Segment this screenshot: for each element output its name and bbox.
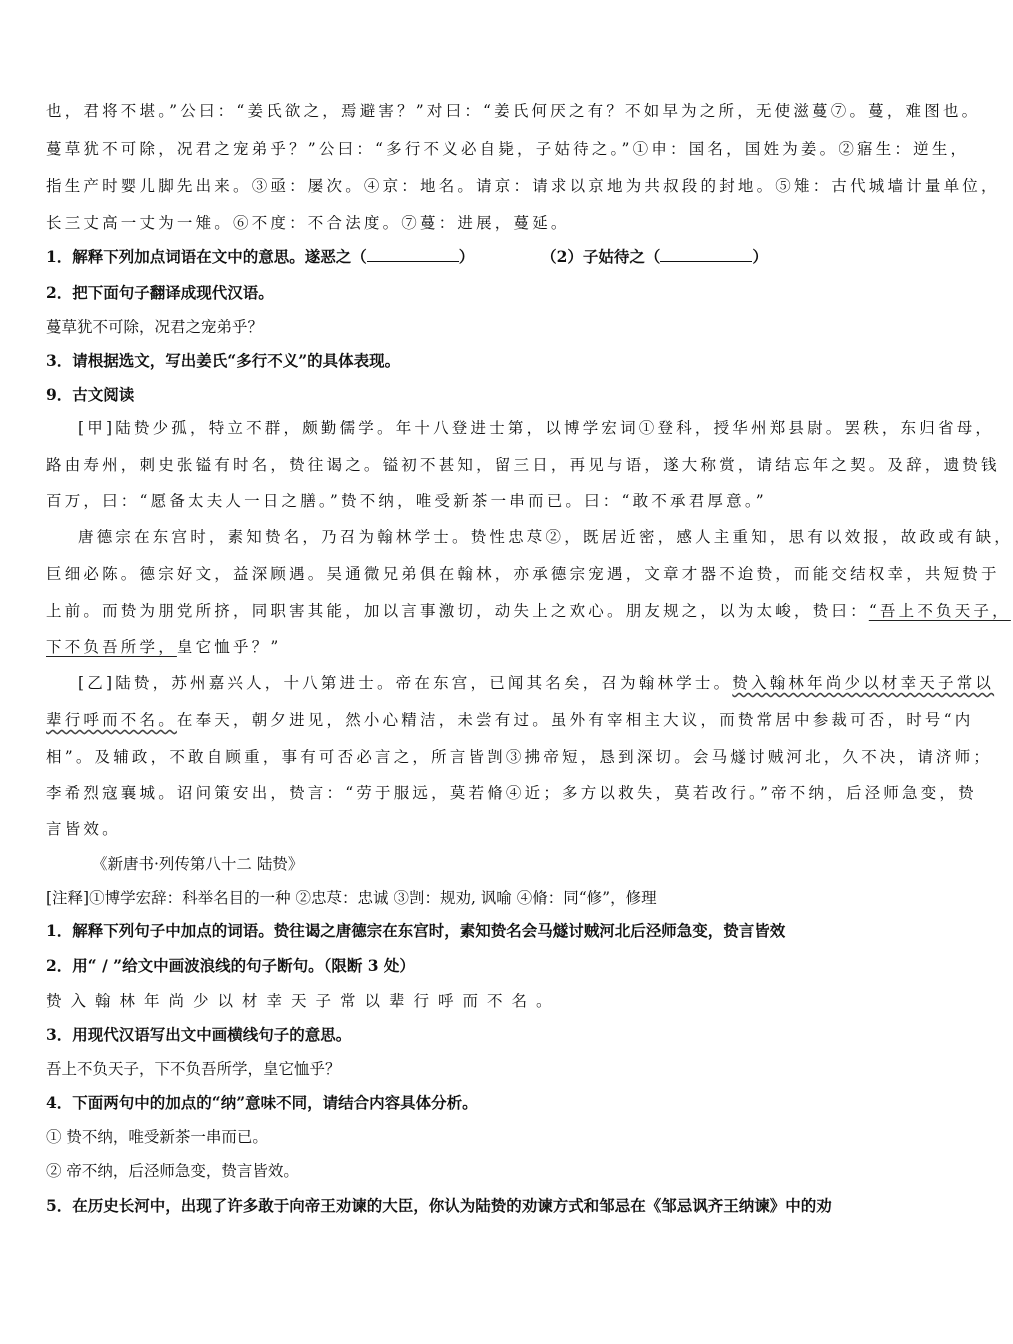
underlined-sentence-part-1: “吾上不负天子， xyxy=(868,602,1011,620)
passage-jia-line-3: 百万，曰：“愿备太夫人一日之膳。”贽不纳，唯受新茶一串而已。曰：“敢不承君厚意。” xyxy=(46,492,767,510)
passage-yi-line-2-rest: 在奉天，朝夕进见，然小心精洁，未尝有过。虽外有宰相主大议，而贽常居中参裁可否，时号“内 xyxy=(176,711,974,729)
sub-question-4-item-1: ① 贽不纳，唯受新茶一串而已。 xyxy=(46,1128,268,1146)
sub-question-4: 4．下面两句中的加点的“纳”意味不同，请结合内容具体分析。 xyxy=(46,1093,478,1112)
question-3: 3．请根据选文，写出姜氏“多行不义”的具体表现。 xyxy=(46,351,401,370)
intro-line-1: 也，君将不堪。”公曰：“姜氏欲之，焉避害？”对曰：“姜氏何厌之有？不如早为之所，无使滋蔓⑦。蔓，难图也。 xyxy=(46,102,981,120)
question-1b-label: （2）子姑待之（ xyxy=(541,247,661,266)
sub-question-4-item-2: ② 帝不纳，后泾师急变，贽言皆效。 xyxy=(46,1162,299,1180)
passage-jia2-line-1: 唐德宗在东宫时，素知贽名，乃召为翰林学士。贽性忠荩②，既居近密，感人主重知，思有以效报，故政或有缺， xyxy=(78,528,1013,546)
passage-jia-line-2: 路由寿州，刺史张镒有时名，贽往谒之。镒初不甚知，留三日，再见与语，遂大称赏，请结忘年之契。及辞，遗贽钱 xyxy=(46,456,1000,474)
sub-question-3-sentence: 吾上不负天子，下不负吾所学，皇它恤乎？ xyxy=(46,1060,341,1078)
passage-yi-start: [乙]陆贽，苏州嘉兴人，十八第进士。帝在东宫，已闻其名矣，召为翰林学士。 xyxy=(78,674,733,692)
question-1 xyxy=(46,246,916,268)
passage-jia-line-1: [甲]陆贽少孤，特立不群，颇勤儒学。年十八登进士第，以博学宏词①登科，授华州郑县尉。罢秩，东归省母， xyxy=(78,419,995,437)
question-1a-label: 1．解释下列加点词语在文中的意思。遂恶之（ xyxy=(46,247,367,266)
annotation-notes: [注释]①博学宏辞：科举名目的一种 ②忠荩：忠诚 ③剀：规劝, 讽喻 ④脩：同“修”，修理 xyxy=(46,889,657,907)
wavy-sentence-part-1: 贽入翰林年尚少以材幸天子常以 xyxy=(732,674,995,692)
question-1a-close: ） xyxy=(458,247,475,266)
question-2: 2．把下面句子翻译成现代汉语。 xyxy=(46,283,274,302)
question-2-sentence: 蔓草犹不可除，况君之宠弟乎？ xyxy=(46,318,264,336)
source-citation: 《新唐书·列传第八十二 陆贽》 xyxy=(92,855,304,873)
sub-question-3: 3．用现代汉语写出文中画横线句子的意思。 xyxy=(46,1025,352,1044)
passage-jia2-tail: 皇它恤乎？” xyxy=(176,638,282,656)
passage-jia2-line-3 xyxy=(46,600,1011,622)
passage-yi-line-2 xyxy=(46,709,974,731)
wavy-sentence-part-2: 辈行呼而不名。 xyxy=(46,711,177,729)
intro-line-3: 指生产时婴儿脚先出来。③亟：屡次。④京：地名。请京：请求以京地为共叔段的封地。⑤雉：古代城墙计量单位， xyxy=(46,177,1000,195)
intro-line-4: 长三丈高一丈为一雉。⑥不度：不合法度。⑦蔓：进展，蔓延。 xyxy=(46,214,570,232)
passage-jia2-line-3-text: 上前。而贽为朋党所挤，同职害其能，加以言事激切，动失上之欢心。朋友规之，以为太峻，贽曰： xyxy=(46,602,869,620)
passage-yi-line-4: 李希烈寇襄城。诏问策安出，贽言：“劳于服远，莫若脩④近；多方以救失，莫若改行。”帝不纳，后泾师急变，贽 xyxy=(46,784,977,802)
passage-jia2-line-4 xyxy=(46,636,916,658)
sub-question-2: 2．用“ / ”给文中画波浪线的句子断句。（限断 3 处） xyxy=(46,956,415,975)
underlined-sentence-part-2: 下不负吾所学， xyxy=(46,638,177,656)
question-1b-close: ） xyxy=(752,247,768,266)
passage-yi-line-1 xyxy=(78,672,995,694)
passage-jia2-line-2: 巨细必陈。德宗好文，益深顾遇。吴通微兄弟俱在翰林，亦承德宗宠遇，文章才器不迨贽，而能交结权幸，共短贽于 xyxy=(46,565,1000,583)
intro-line-2: 蔓草犹不可除，况君之宠弟乎？”公曰：“多行不义必自毙，子姑待之。”①申：国名，国姓为姜。②寤生：逆生， xyxy=(46,140,970,158)
sub-question-2-sentence: 贽入翰林年尚少以材幸天子常以辈行呼而不名。 xyxy=(46,992,561,1010)
passage-yi-line-5: 言皆效。 xyxy=(46,820,121,838)
sub-question-1: 1．解释下列句子中加点的词语。贽往谒之唐德宗在东宫时，素知贽名会马燧讨贼河北后泾师急变，贽言皆效 xyxy=(46,921,786,940)
passage-yi-line-3: 相”。及辅政，不敢自顾重，事有可否必言之，所言皆剀③拂帝短，恳到深切。会马燧讨贼河北，久不决，请济师； xyxy=(46,748,993,766)
sub-question-5: 5．在历史长河中，出现了许多敢于向帝王劝谏的大臣，你认为陆贽的劝谏方式和邹忌在《邹忌讽齐王纳谏》中的劝 xyxy=(46,1196,832,1215)
answer-blank-2[interactable] xyxy=(660,247,752,262)
section-9-heading: 9．古文阅读 xyxy=(46,385,135,404)
answer-blank-1[interactable] xyxy=(367,247,459,262)
